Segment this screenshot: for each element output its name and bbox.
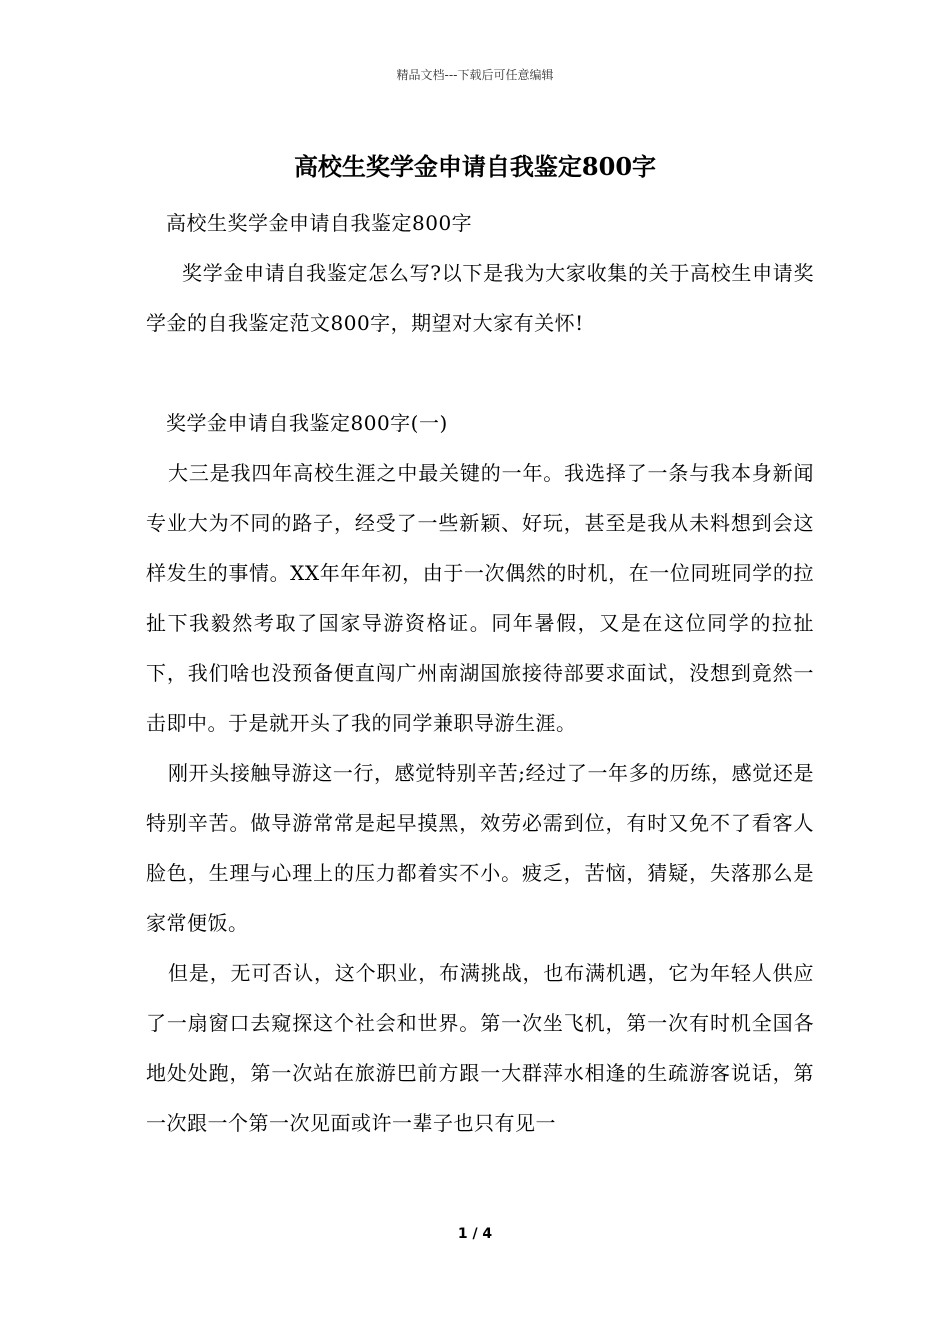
body-paragraph: 但是，无可否认，这个职业，布满挑战，也布满机遇，它为年轻人供应了一扇窗口去窥探这个社会和世界。第一次坐飞机，第一次有时机全国各地处处跑，第一次站在旅游巴前方跟一大群萍水相逢的生疏游客说话，第一次跟一个第一次见面或许一辈子也只有见一 <box>146 961 814 1135</box>
section-heading: 奖学金申请自我鉴定800字(一) <box>166 411 448 435</box>
intro-paragraph: 奖学金申请自我鉴定怎么写?以下是我为大家收集的关于高校生申请奖学金的自我鉴定范文800字，期望对大家有关怀! <box>146 261 814 335</box>
document-subtitle: 高校生奖学金申请自我鉴定800字 <box>166 211 473 235</box>
document-body <box>146 198 814 1148</box>
document-title: 高校生奖学金申请自我鉴定800字 <box>293 152 657 181</box>
body-paragraph: 刚开头接触导游这一行，感觉特别辛苦;经过了一年多的历练，感觉还是特别辛苦。做导游常常是起早摸黑，效劳必需到位，有时又免不了看客人脸色，生理与心理上的压力都着实不小。疲乏，苦恼，猜疑，失落那么是家常便饭。 <box>146 761 814 935</box>
page-number: 1 / 4 <box>457 1226 493 1242</box>
body-paragraph: 大三是我四年高校生涯之中最关键的一年。我选择了一条与我本身新闻专业大为不同的路子，经受了一些新颖、好玩，甚至是我从未料想到会这样发生的事情。XX年年年初，由于一次偶然的时机，在一位同班同学的拉扯下我毅然考取了国家导游资格证。同年暑假，又是在这位同学的拉扯下，我们啥也没预备便直闯广州南湖国旅接待部要求面试，没想到竟然一击即中。于是就开头了我的同学兼职导游生涯。 <box>146 461 814 735</box>
header-note: 精品文档---下载后可任意编辑 <box>396 68 554 82</box>
